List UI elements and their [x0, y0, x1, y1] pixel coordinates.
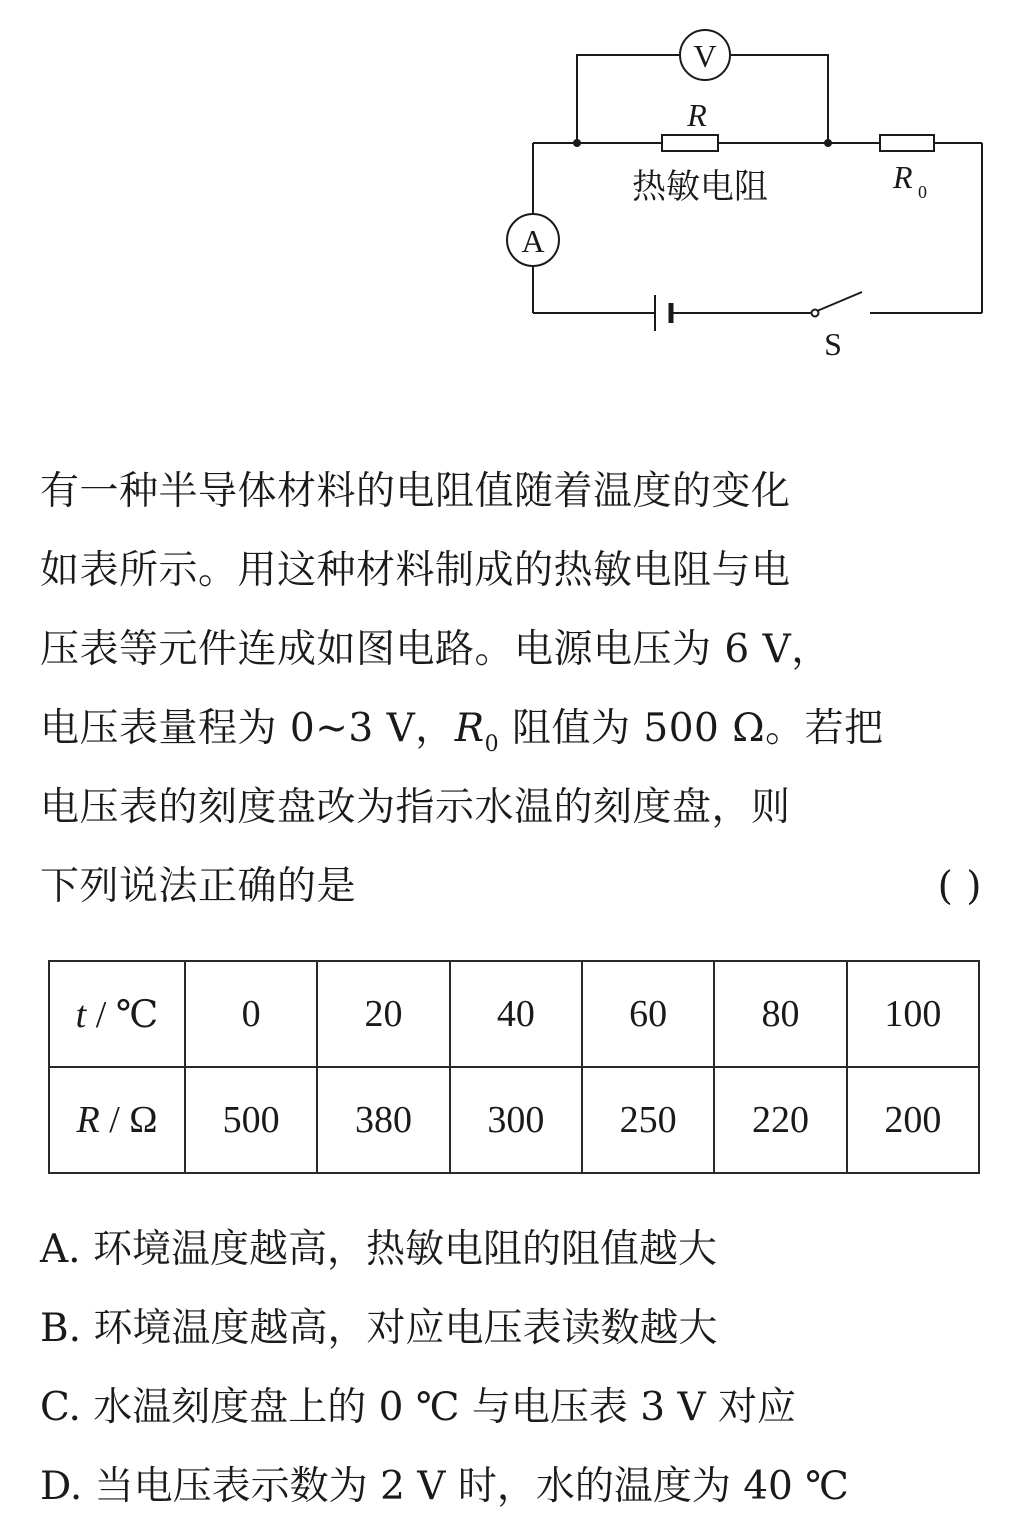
question-line-5: 电压表的刻度盘改为指示水温的刻度盘，则 [40, 785, 791, 830]
resistance-var: R [76, 1099, 100, 1141]
table-header-resistance [49, 1067, 185, 1173]
ammeter-label: A [521, 223, 545, 259]
circuit-diagram [0, 0, 1016, 400]
table-cell: 380 [317, 1067, 449, 1173]
table-cell: 60 [582, 961, 714, 1067]
thermistor-r-label: R [687, 97, 707, 133]
question-line-4-prefix: 电压表量程为 0~3 V， [40, 706, 455, 751]
table-cell: 100 [847, 961, 979, 1067]
table-cell: 20 [317, 961, 449, 1067]
option-c[interactable]: C. 水温刻度盘上的 0 ℃ 与电压表 3 V 对应 [40, 1385, 797, 1430]
answer-bracket: ( ) [937, 864, 982, 909]
question-line-6: 下列说法正确的是 [40, 864, 357, 909]
temperature-var: t [75, 993, 87, 1036]
junction-dot-left [573, 139, 581, 147]
question-line-3: 压表等元件连成如图电路。电源电压为 6 V， [40, 627, 831, 672]
table-row-temperature [49, 961, 979, 1067]
temperature-unit: / ℃ [86, 993, 159, 1036]
table-row-resistance [49, 1067, 979, 1173]
r0-symbol: R [454, 706, 485, 751]
voltmeter-wire [577, 55, 680, 143]
resistance-unit: / Ω [99, 1099, 158, 1141]
voltmeter-label: V [693, 38, 717, 74]
question-text [40, 452, 990, 926]
temperature-resistance-table [48, 960, 980, 1174]
table-header-temperature [49, 961, 185, 1067]
answer-options [40, 1210, 1000, 1526]
r0-subscript: 0 [918, 182, 927, 202]
switch-blade [817, 292, 862, 311]
table-cell: 80 [714, 961, 846, 1067]
junction-dot-right [824, 139, 832, 147]
table-cell: 0 [185, 961, 317, 1067]
r0-label: R [893, 159, 913, 195]
table-cell: 250 [582, 1067, 714, 1173]
question-line-4-suffix: 阻值为 500 Ω。若把 [499, 706, 884, 751]
r0-resistor [880, 135, 934, 151]
table-cell: 500 [185, 1067, 317, 1173]
table-cell: 220 [714, 1067, 846, 1173]
thermistor-caption: 热敏电阻 [632, 167, 768, 207]
table-cell: 300 [450, 1067, 582, 1173]
option-a[interactable]: A. 环境温度越高，热敏电阻的阻值越大 [40, 1227, 717, 1272]
question-line-4 [40, 689, 990, 768]
thermistor-resistor [662, 135, 718, 151]
option-b[interactable]: B. 环境温度越高，对应电压表读数越大 [40, 1306, 718, 1351]
table-cell: 200 [847, 1067, 979, 1173]
voltmeter-wire-right [730, 55, 828, 143]
switch-label: S [824, 326, 842, 362]
question-line-2: 如表所示。用这种材料制成的热敏电阻与电 [40, 548, 791, 593]
table-cell: 40 [450, 961, 582, 1067]
option-d[interactable]: D. 当电压表示数为 2 V 时，水的温度为 40 ℃ [40, 1464, 849, 1509]
question-line-1: 有一种半导体材料的电阻值随着温度的变化 [40, 469, 791, 514]
r0-symbol-subscript: 0 [484, 732, 500, 757]
